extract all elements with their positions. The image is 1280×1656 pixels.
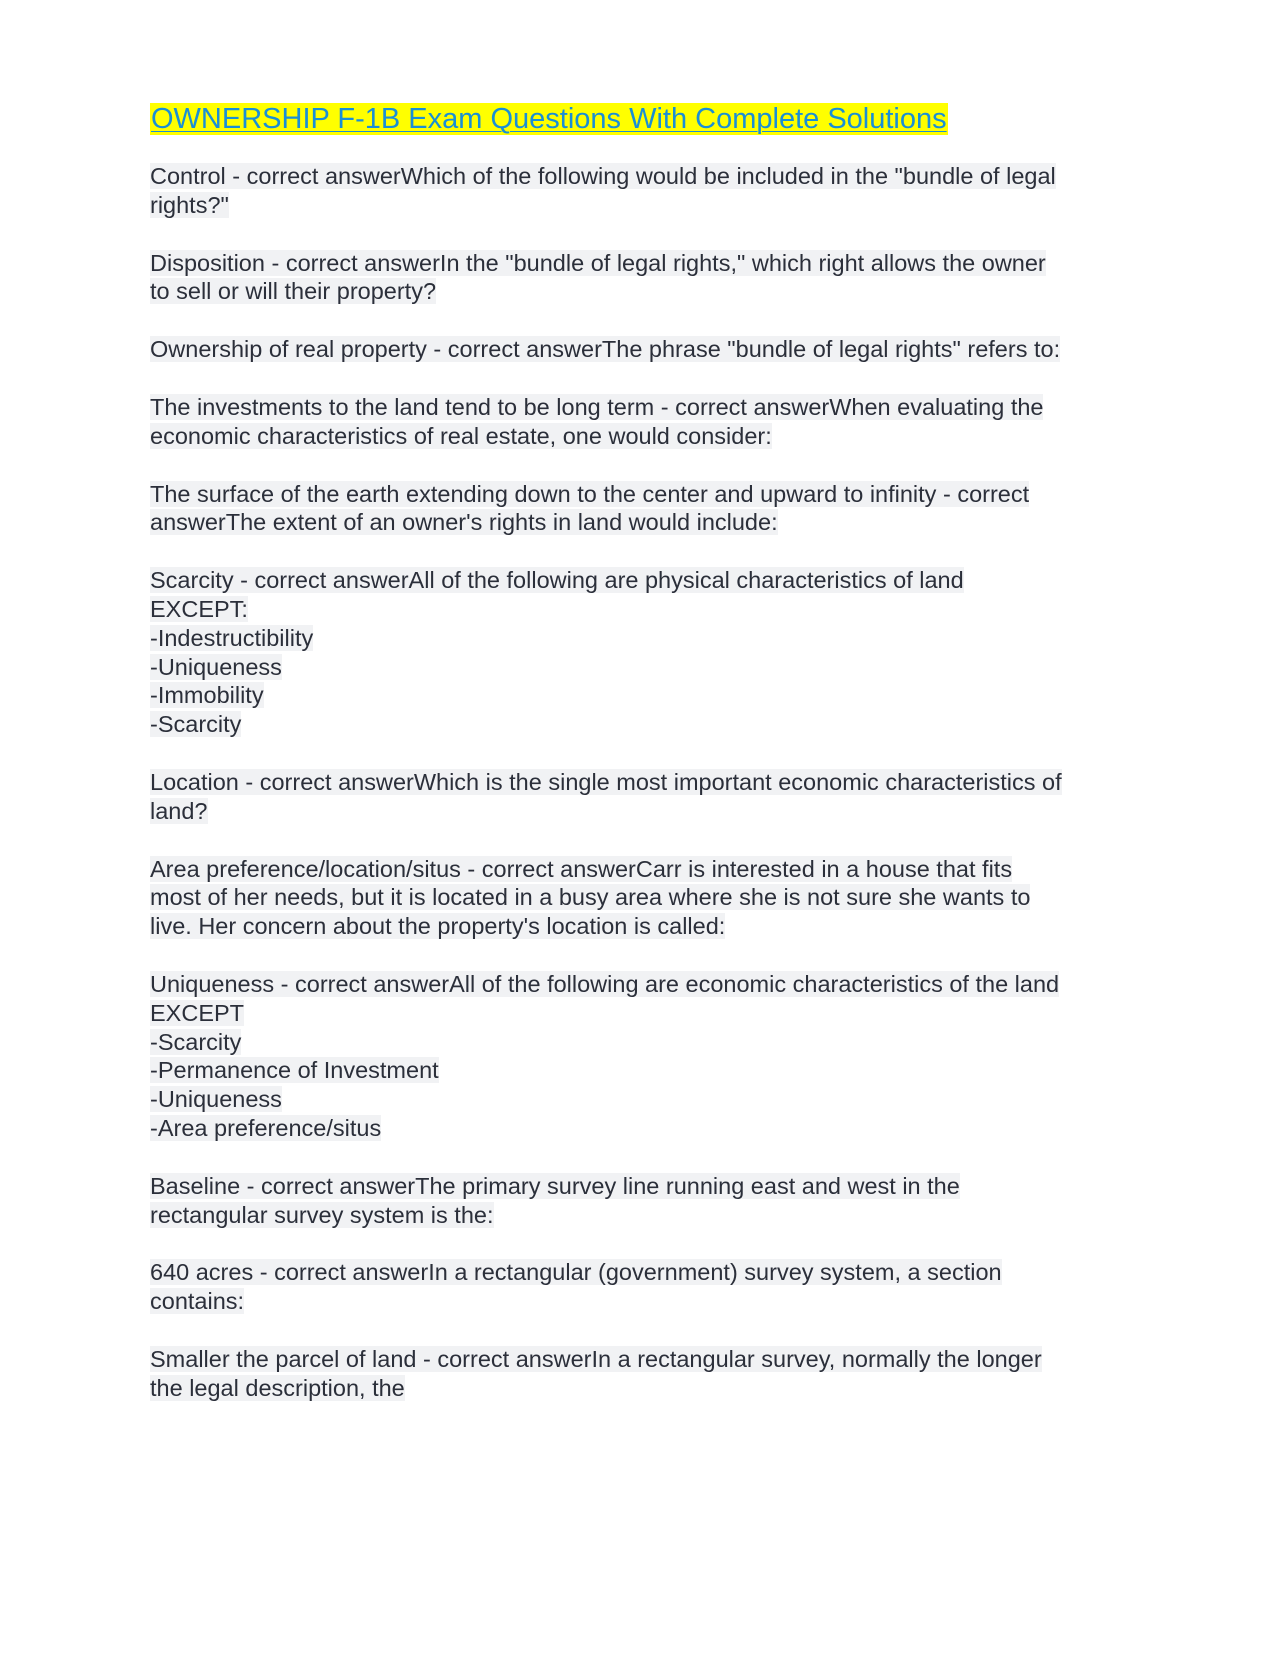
qa-option: -Permanence of Investment <box>150 1057 439 1084</box>
qa-line: rectangular survey system is the: <box>150 1201 494 1228</box>
qa-option: -Uniqueness <box>150 1086 282 1113</box>
qa-entry <box>150 970 1140 1143</box>
qa-option: -Scarcity <box>150 711 242 738</box>
qa-line: to sell or will their property? <box>150 278 437 305</box>
qa-line: most of her needs, but it is located in a busy area where she is not sure she wants to <box>150 884 1031 911</box>
qa-line: Area preference/location/situs - correct answerCarr is interested in a house that fits <box>150 855 1013 882</box>
qa-line: EXCEPT <box>150 999 245 1026</box>
qa-line: Disposition - correct answerIn the "bundle of legal rights," which right allows the owner <box>150 249 1046 276</box>
qa-entry <box>150 393 1140 451</box>
qa-option: -Indestructibility <box>150 624 314 651</box>
qa-line: 640 acres - correct answerIn a rectangular (government) survey system, a section <box>150 1259 1002 1286</box>
qa-entry <box>150 1172 1140 1230</box>
qa-entry <box>150 249 1140 307</box>
qa-line: live. Her concern about the property's location is called: <box>150 913 726 940</box>
qa-line: Location - correct answerWhich is the single most important economic characteristics of <box>150 768 1062 795</box>
qa-line: Uniqueness - correct answerAll of the following are economic characteristics of the land <box>150 970 1060 997</box>
qa-line: answerThe extent of an owner's rights in land would include: <box>150 509 778 536</box>
document-content <box>150 101 1140 1432</box>
qa-line: contains: <box>150 1288 245 1315</box>
qa-entry <box>150 566 1140 739</box>
qa-entry <box>150 1345 1140 1403</box>
qa-line: The investments to the land tend to be long term - correct answerWhen evaluating the <box>150 393 1044 420</box>
qa-entry <box>150 162 1140 220</box>
qa-option: -Immobility <box>150 682 264 709</box>
document-title-link[interactable]: OWNERSHIP F-1B Exam Questions With Complete Solutions <box>151 103 947 135</box>
qa-entry <box>150 855 1140 941</box>
qa-line: EXCEPT: <box>150 595 248 622</box>
qa-entry <box>150 1258 1140 1316</box>
qa-option: -Scarcity <box>150 1028 242 1055</box>
qa-line: Scarcity - correct answerAll of the following are physical characteristics of land <box>150 567 964 594</box>
qa-line: Baseline - correct answerThe primary survey line running east and west in the <box>150 1172 960 1199</box>
qa-line: rights?" <box>150 191 229 218</box>
qa-line: Smaller the parcel of land - correct answerIn a rectangular survey, normally the longer <box>150 1345 1042 1372</box>
title-block <box>150 101 1140 137</box>
qa-entry <box>150 768 1140 826</box>
qa-line: Control - correct answerWhich of the following would be included in the "bundle of legal <box>150 163 1056 189</box>
qa-line: land? <box>150 797 208 824</box>
qa-entry <box>150 335 1140 364</box>
qa-option: -Uniqueness <box>150 653 282 680</box>
qa-line: economic characteristics of real estate, one would consider: <box>150 422 772 449</box>
qa-option: -Area preference/situs <box>150 1114 382 1141</box>
qa-line: Ownership of real property - correct answerThe phrase "bundle of legal rights" refers to: <box>150 336 1061 363</box>
qa-entry <box>150 480 1140 538</box>
qa-line: the legal description, the <box>150 1374 405 1401</box>
qa-line: The surface of the earth extending down to the center and upward to infinity - correct <box>150 480 1030 507</box>
